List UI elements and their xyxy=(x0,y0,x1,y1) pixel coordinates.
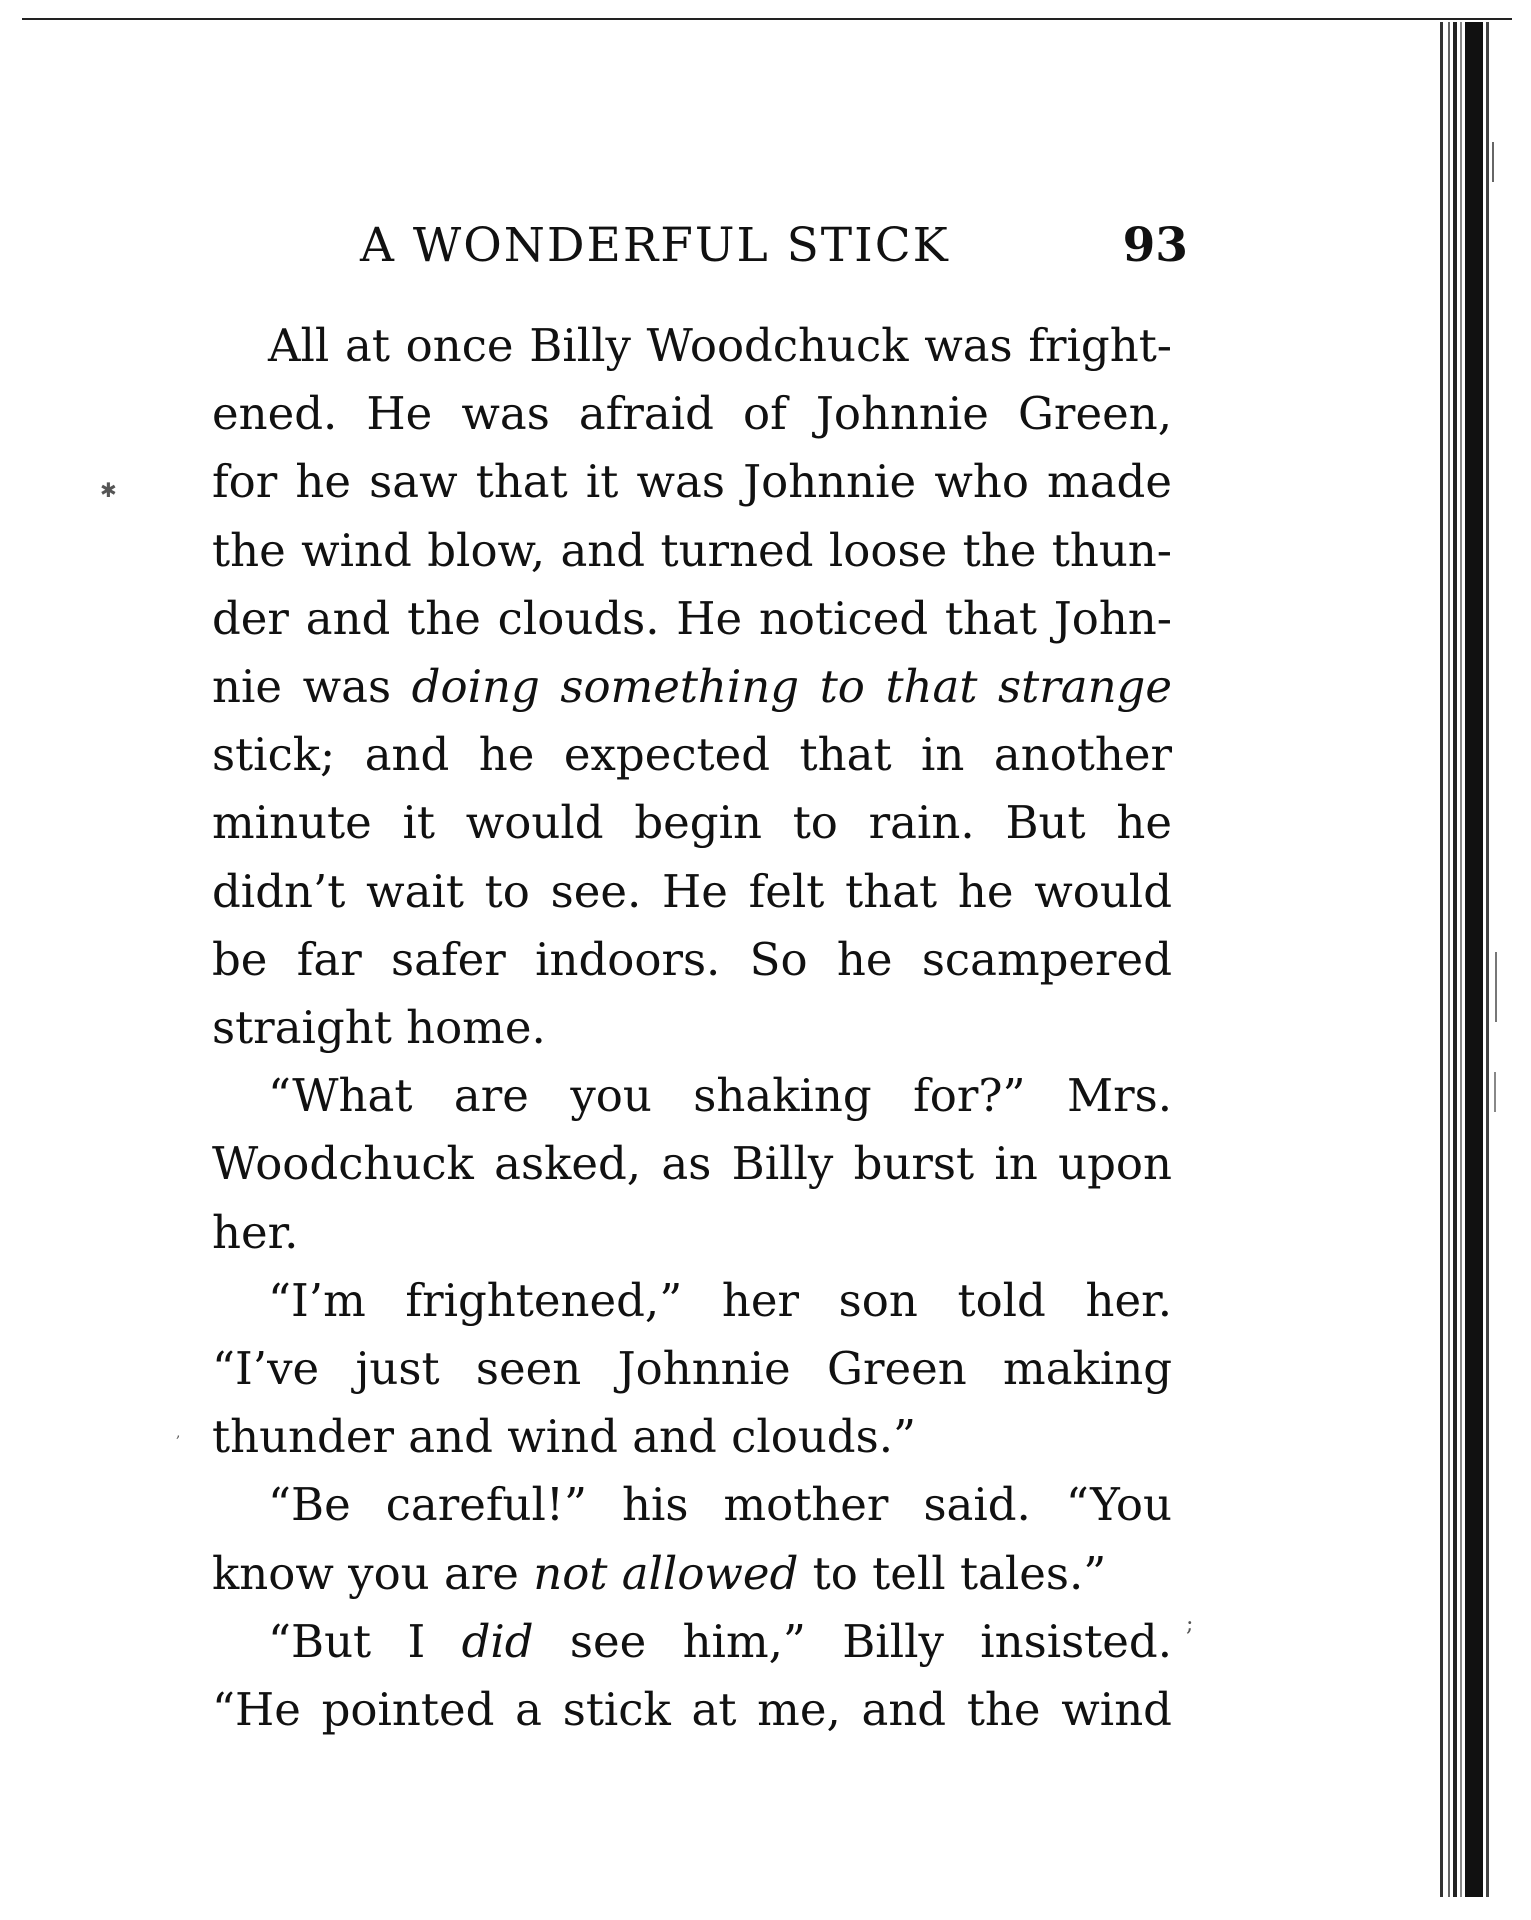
italic-span: doing something to that strange xyxy=(411,660,1172,713)
page-header xyxy=(360,218,1190,278)
text-line: ened. He was afraid of Johnnie Green, xyxy=(212,387,1172,441)
text-line: der and the clouds. He noticed that John- xyxy=(212,591,1172,645)
page-number: 93 xyxy=(1122,218,1188,273)
text-line: All at once Billy Woodchuck was fright- xyxy=(268,319,1172,372)
text-line xyxy=(212,659,1172,715)
text-line: thunder and wind and clouds.” xyxy=(212,1410,917,1464)
text-line: straight home. xyxy=(212,1001,546,1054)
text-line xyxy=(268,1614,1172,1670)
text-line: her. xyxy=(212,1205,299,1259)
text-line: stick; and he expected that in another xyxy=(212,728,1172,782)
scan-border-top xyxy=(22,18,1512,20)
text-line: “What are you shaking for?” Mrs. xyxy=(268,1069,1172,1123)
text-line xyxy=(212,1546,1172,1602)
text-line: be far safer indoors. So he scampered xyxy=(212,932,1172,986)
text-span: to tell tales.” xyxy=(798,1546,1107,1600)
text-span: see him,” Billy insisted. xyxy=(533,1614,1173,1668)
text-span: “But I xyxy=(268,1614,462,1668)
text-line: minute it would begin to rain. But he xyxy=(212,796,1172,850)
text-line: “I’m frightened,” her son told her. xyxy=(268,1273,1172,1327)
text-line: the wind blow, and turned loose the thun- xyxy=(212,523,1172,577)
italic-span: not allowed xyxy=(533,1546,799,1600)
scan-speck: ✱ xyxy=(100,478,117,502)
text-line: “Be careful!” his mother said. “You xyxy=(268,1478,1172,1532)
text-span: know you are xyxy=(212,1546,534,1600)
text-line: “He pointed a stick at me, and the wind xyxy=(212,1683,1172,1736)
text-line: for he saw that it was Johnnie who made xyxy=(212,455,1172,509)
scan-speck: , xyxy=(176,1425,181,1441)
scan-speck: ; xyxy=(1186,1612,1194,1637)
text-span: nie was xyxy=(212,660,412,713)
italic-span: did xyxy=(461,1614,534,1668)
book-binding-edge xyxy=(1440,22,1516,1897)
running-title: A WONDERFUL STICK xyxy=(360,218,950,273)
text-line: Woodchuck asked, as Billy burst in upon xyxy=(212,1137,1172,1191)
text-line: “I’ve just seen Johnnie Green making xyxy=(212,1342,1172,1395)
text-line: didn’t wait to see. He felt that he would xyxy=(212,864,1172,918)
